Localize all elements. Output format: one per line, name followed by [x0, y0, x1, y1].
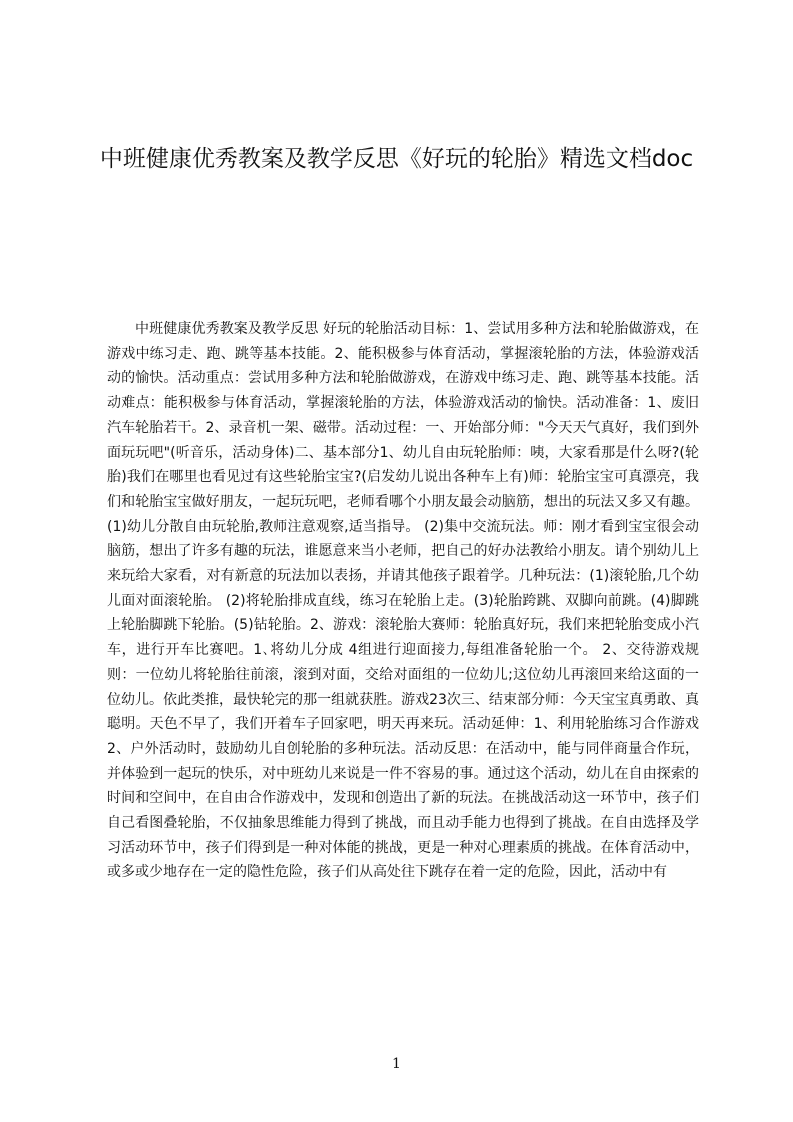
body-paragraph: 中班健康优秀教案及教学反思 好玩的轮胎活动目标：1、尝试用多种方法和轮胎做游戏，在游戏中练习走、跑、跳等基本技能。2、能积极参与体育活动，掌握滚轮胎的方法，体验游戏活动的愉快。活动重点：尝试用多种方法和轮胎做游戏，在游戏中练习走、跑、跳等基本技能。活动难点：能积极参与体育活动，掌握滚轮胎的方法，体验游戏活动的愉快。活动准备：1、废旧汽车轮胎若干。2、录音机一架、磁带。活动过程：一、开始部分师："今天天气真好，我们到外面玩玩吧"(听音乐，活动身体)二、基本部分1、幼儿自由玩轮胎师：咦，大家看那是什么呀?(轮胎)我们在哪里也看见过有这些轮胎宝宝?(启发幼儿说出各种车上有)师：轮胎宝宝可真漂亮，我们和轮胎宝宝做好朋友，一起玩玩吧，老师看哪个小朋友最会动脑筋，想出的玩法又多又有趣。(1)幼儿分散自由玩轮胎,教师注意观察,适当指导。 (2)集中交流玩法。师：刚才看到宝宝很会动脑筋，想出了许多有趣的玩法，谁愿意来当小老师，把自己的好办法教给小朋友。请个别幼儿上来玩给大家看，对有新意的玩法加以表扬，并请其他孩子跟着学。几种玩法：(1)滚轮胎,几个幼儿面对面滚轮胎。 (2)将轮胎排成直线，练习在轮胎上走。(3)轮胎跨跳、双脚向前跳。(4)脚跳上轮胎脚跳下轮胎。(5)钻轮胎。2、游戏：滚轮胎大赛师：轮胎真好玩，我们来把轮胎变成小汽车，进行开车比赛吧。1､将幼儿分成 4组进行迎面接力,每组准备轮胎一个。 2、交待游戏规则：一位幼儿将轮胎往前滚，滚到对面，交给对面组的一位幼儿;这位幼儿再滚回来给这面的一位幼儿。依此类推，最快轮完的那一组就获胜。游戏23次三、结束部分师：今天宝宝真勇敢、真聪明。天色不早了，我们开着车子回家吧，明天再来玩。活动延伸：1、利用轮胎练习合作游戏2、户外活动时，鼓励幼儿自创轮胎的多种玩法。活动反思：在活动中，能与同伴商量合作玩，并体验到一起玩的快乐，对中班幼儿来说是一件不容易的事。通过这个活动，幼儿在自由探索的时间和空间中，在自由合作游戏中，发现和创造出了新的玩法。在挑战活动这一环节中，孩子们自己看图叠轮胎，不仅抽象思维能力得到了挑战，而且动手能力也得到了挑战。在自由选择及学习活动环节中，孩子们得到是一种对体能的挑战，更是一种对心理素质的挑战。在体育活动中，或多或少地存在一定的隐性危险，孩子们从高处往下跳存在着一定的危险，因此，活动中有	[107, 321, 699, 881]
document-title: 中班健康优秀教案及教学反思《好玩的轮胎》精选文档doc	[99, 146, 694, 172]
page-number: 1	[392, 1056, 401, 1072]
